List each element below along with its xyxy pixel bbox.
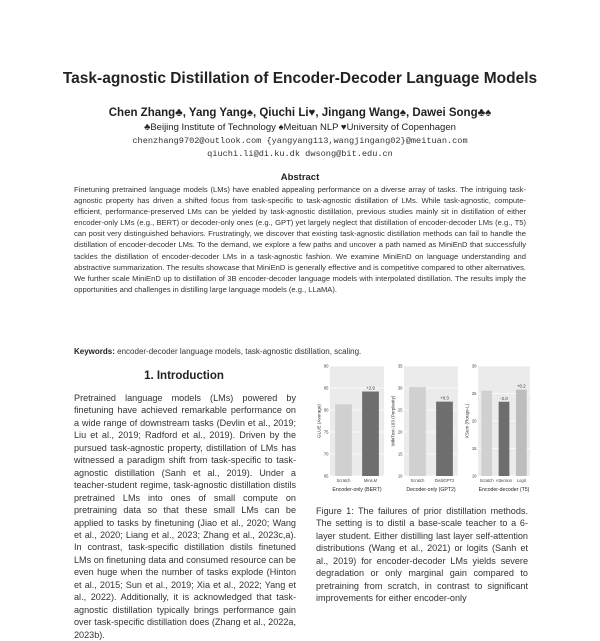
abstract-body: Finetuning pretrained language models (LMs) have enabled appealing performance on a diverse array of tasks. The intriguing task-agnostic property has driven a shifted focus from task-specific to task-agnostic distillation of LMs. While task-agnostic, compute-efficient, performance-preserved LMs can be yielded by task-agnostic distillation, previous studies mainly sit in distillation of either encoder-only LMs (e.g., BERT) or decoder-only ones (e.g., GPT) yet largely neglect that distillation of encoder-decoder LMs (e.g., T5) can posit very distinguished behaviors. Frustratingly, we discover that existing task-agnostic distillation methods can fail to handle the distillation of encoder-decoder LMs. To the demand, we explore a few paths and uncover a path named as MiniEnD that successfully tackles the distillation of encoder-decoder LMs in a task-agnostic fashion. We examine MiniEnD on language understanding and abstractive summarization. The results showcase that MiniEnD is generally effective and is competitive compared to other alternatives. We further scale MiniEnD up to distillation of 3B encoder-decoder language models with interpolated distillation. The results imply the opportunities and challenges in distilling large language models (e.g., LLaMA). xyxy=(74,185,526,294)
data-label: +0.2 xyxy=(516,383,526,389)
y-axis-label: XSum (Rouge-L) xyxy=(464,403,470,439)
x-tick-label: Logit xyxy=(516,478,526,483)
y-tick-label: 35 xyxy=(397,363,403,369)
introduction-text: Pretrained language models (LMs) powered by finetuning have achieved remarkable performance on a wide range of downstream tasks (Devlin et al., 2019; Liu et al., 2019; Radford et al., 2019). Driven by the pursued task-agnostic property, distillation of LMs has witnessed a paradigm shift from task-specific to task-agnostic distillation (Sanh et al., 2019). Under a teacher-student regime, task-agnostic distillation distils pretrained LMs into ones of small compute on pretraining data so that these small LMs can be applied to tasks by finetuning (Jiao et al., 2020; Wang et al., 2020; Liang et al., 2023; Zhang et al., 2023c,a). In contrast, task-specific distillation distils finetuned LMs on finetuning data and consumed resource can be even huge when the number of tasks explode (Hinton et al., 2015; Sun et al., 2019; Xia et al., 2022; Yang et al., 2022). Additionally, it is acknowledged that task-agnostic distillation typically brings performance gain over task-specific distillation does (Zhang et al., 2022a, 2023b). xyxy=(74,393,296,640)
bar-logit xyxy=(516,390,527,476)
keywords-label: Keywords: xyxy=(74,347,115,356)
bar-scratch xyxy=(481,391,492,476)
figure-1-charts xyxy=(308,358,530,498)
author-list: Chen Zhang♣, Yang Yang♠, Qiuchi Li♥, Jingang Wang♠, Dawei Song♣♠ xyxy=(108,107,492,119)
data-label: +0.3 xyxy=(440,395,449,401)
y-tick-label: 30 xyxy=(471,363,477,369)
y-tick-label: 65 xyxy=(323,473,329,479)
y-tick-label: 25 xyxy=(471,391,477,397)
keywords-text: encoder-decoder language models, task-agnostic distillation, scaling. xyxy=(117,347,362,356)
y-tick-label: 20 xyxy=(471,418,477,424)
section-heading-introduction: 1. Introduction xyxy=(144,370,224,382)
figure-1 xyxy=(308,358,530,498)
x-axis-label: Decoder-only (GPT2) xyxy=(406,487,456,493)
x-tick-label: Scratch xyxy=(336,478,351,483)
y-tick-label: 10 xyxy=(471,473,477,479)
y-tick-label: 90 xyxy=(323,363,329,369)
x-tick-label: Scratch xyxy=(479,478,494,483)
x-tick-label: Attention xyxy=(495,478,513,483)
emails-line-2: qiuchi.li@di.ku.dk dwsong@bit.edu.cn xyxy=(207,149,393,159)
y-tick-label: 70 xyxy=(323,451,329,457)
bar-scratch xyxy=(335,404,352,476)
data-label: -2.0 xyxy=(500,395,508,401)
y-tick-label: 85 xyxy=(323,385,329,391)
bar-minilm xyxy=(362,392,379,476)
emails-line-1: chenzhang9702@outlook.com {yangyang113,wangjingang02}@meituan.com xyxy=(132,136,468,146)
y-axis-label: GLUE (Average) xyxy=(316,404,322,438)
figure-1-caption: Figure 1: The failures of prior distillation methods. The setting is to distil a base-scale teacher to a 6-layer student. Either distilling last layer self-attention distributions (Wang et al., 2021) or logits (Sanh et al., 2019) for encoder-decoder LMs yields severe degradation or only marginal gain compared to pretraining from scratch, in contrast to significant improvements for either encoder-only xyxy=(316,506,528,604)
y-tick-label: 80 xyxy=(323,407,329,413)
paper-title: Task-agnostic Distillation of Encoder-Decoder Language Models xyxy=(62,70,538,87)
y-axis-label: WikiText-103 (Perplexity) xyxy=(390,395,396,447)
data-label: +2.9 xyxy=(366,385,375,391)
x-tick-label: Scratch xyxy=(410,478,425,483)
x-tick-label: MiniLM xyxy=(363,478,378,483)
affiliations: ♣Beijing Institute of Technology ♠Meituan NLP ♥University of Copenhagen xyxy=(144,122,456,133)
abstract-heading: Abstract xyxy=(280,172,320,183)
keywords xyxy=(74,347,526,356)
x-axis-label: Encoder-only (BERT) xyxy=(332,487,382,493)
bar-scratch xyxy=(409,387,426,476)
y-tick-label: 15 xyxy=(397,451,403,457)
x-tick-label: DistilGPT2 xyxy=(434,478,455,483)
y-tick-label: 10 xyxy=(397,473,403,479)
bar-distilgpt2 xyxy=(436,402,453,476)
bar-attention xyxy=(499,402,510,476)
y-tick-label: 20 xyxy=(397,429,403,435)
y-tick-label: 30 xyxy=(397,385,403,391)
y-tick-label: 25 xyxy=(397,407,403,413)
y-tick-label: 15 xyxy=(471,446,477,452)
y-tick-label: 75 xyxy=(323,429,329,435)
x-axis-label: Encoder-decoder (T5) xyxy=(478,487,530,493)
